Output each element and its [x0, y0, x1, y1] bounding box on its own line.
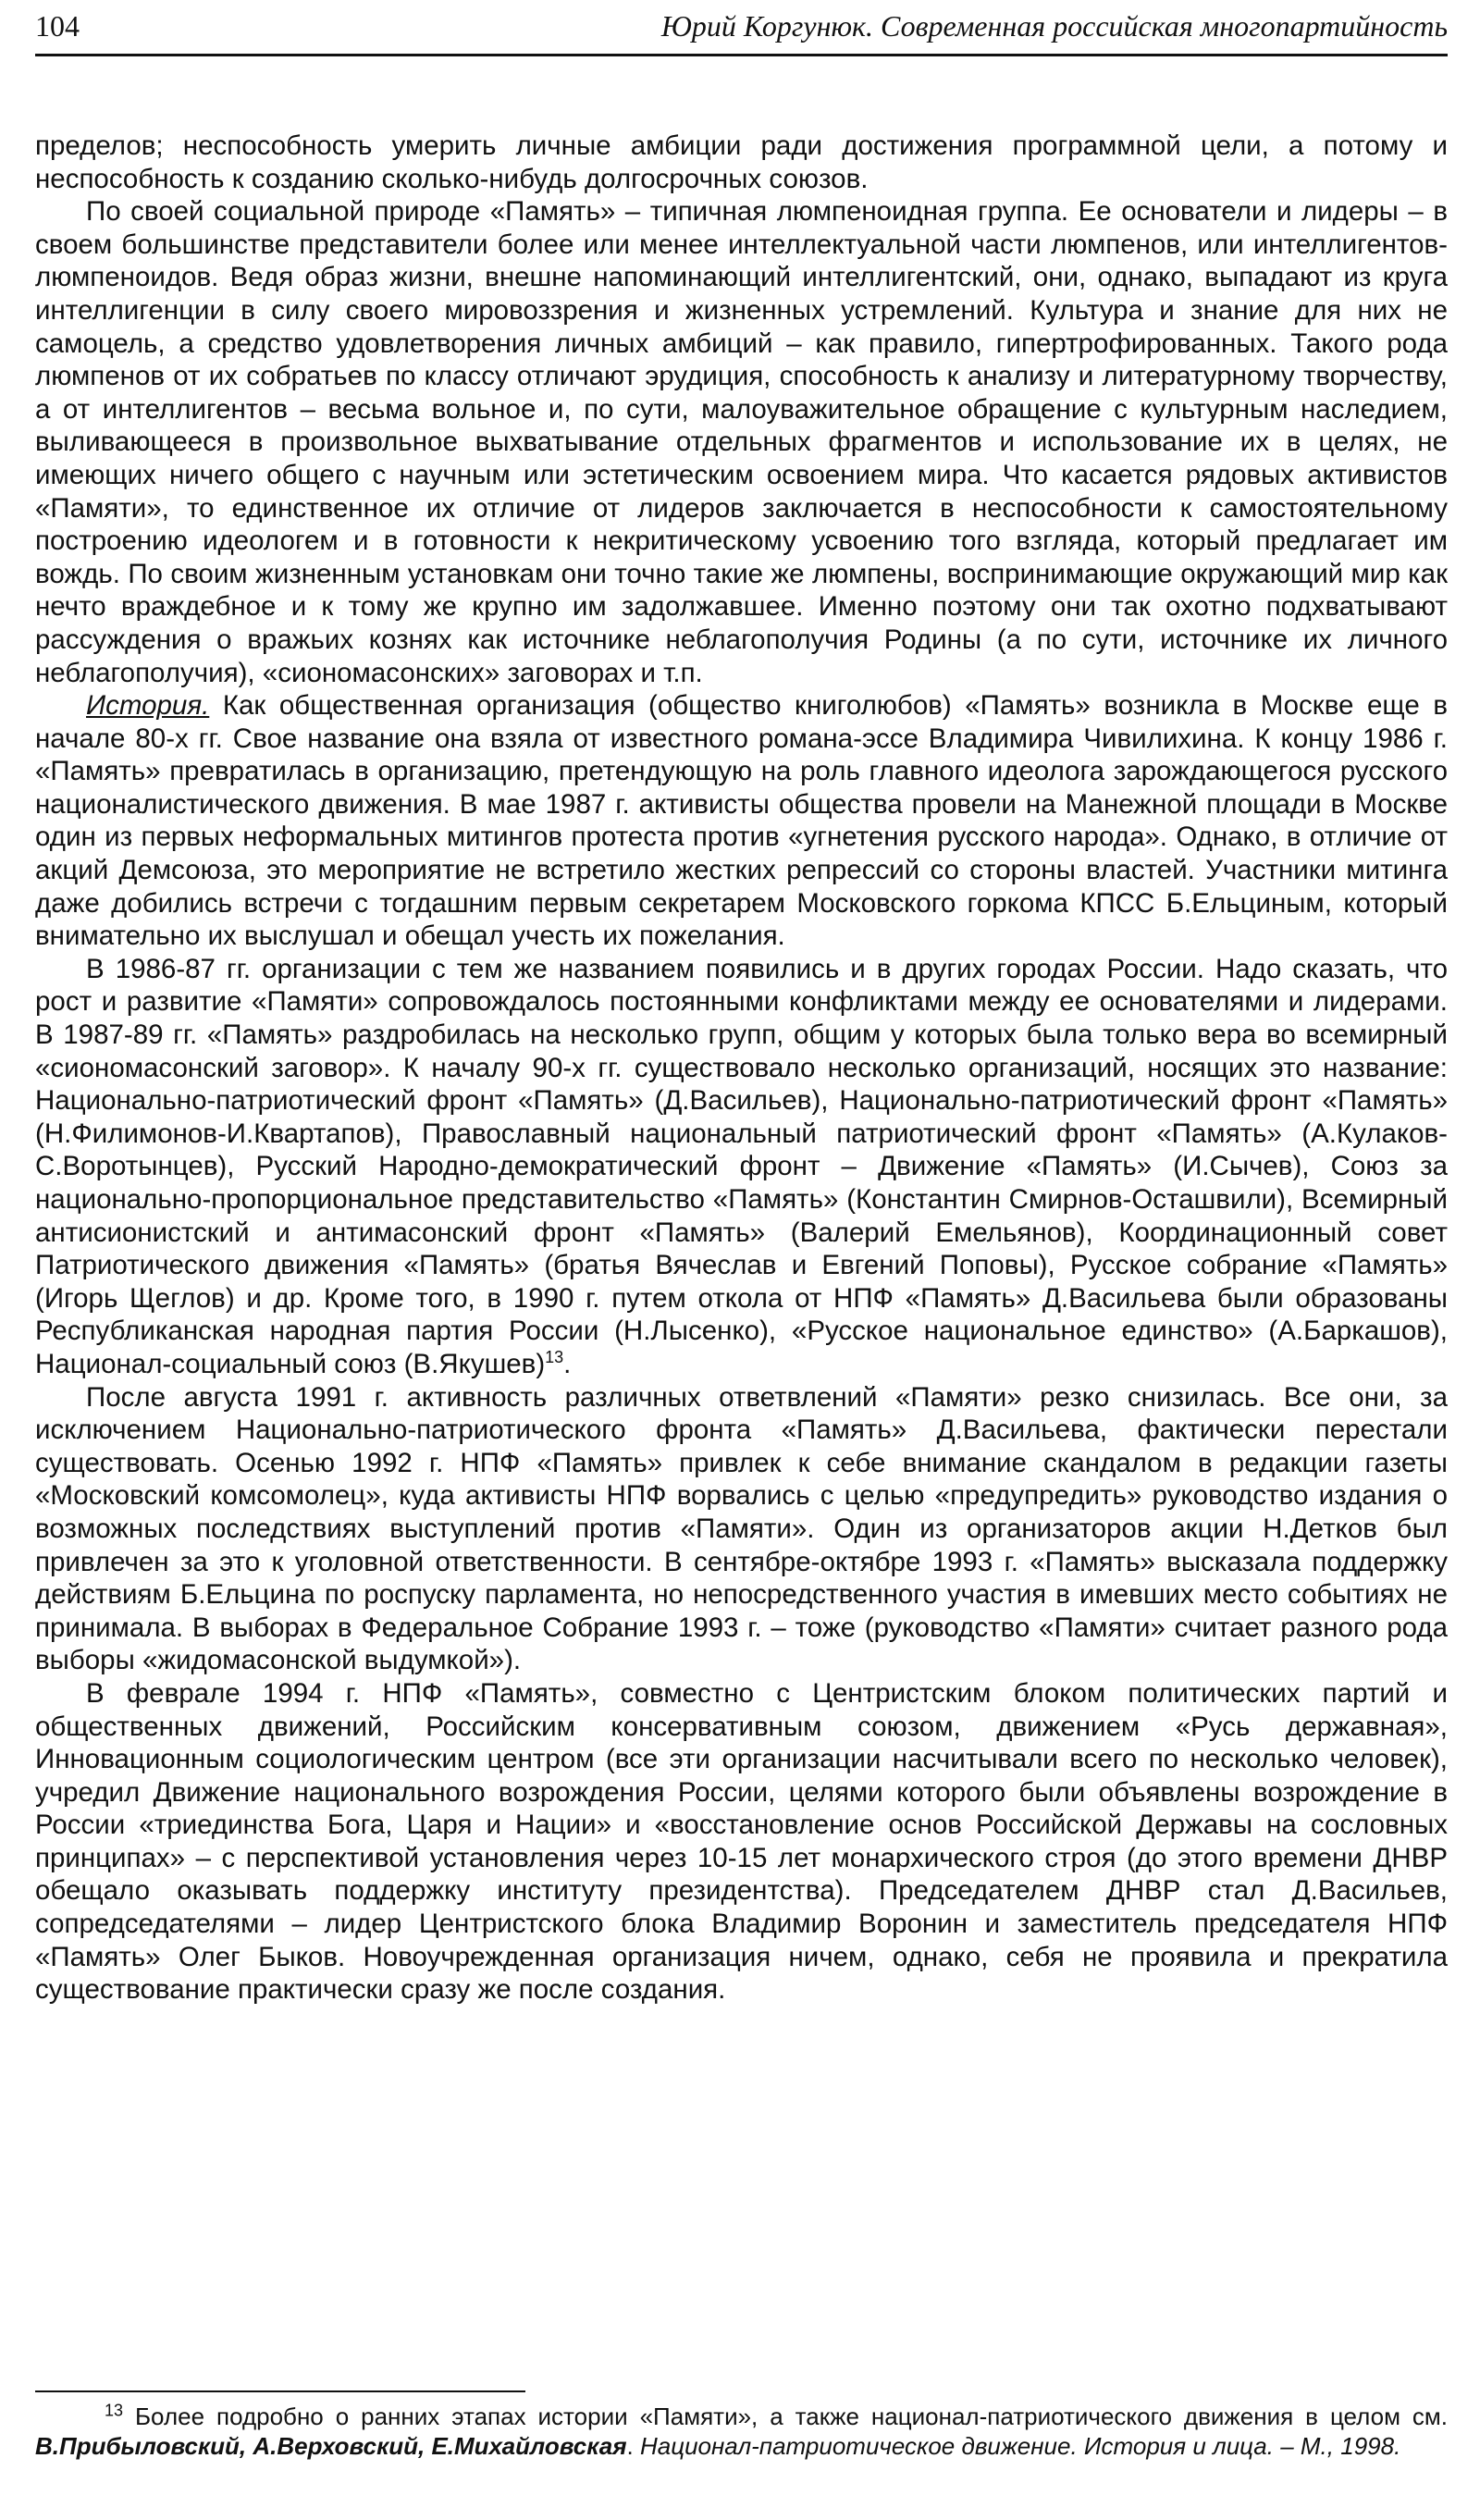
footnote — [35, 2402, 1448, 2461]
running-header — [35, 7, 1448, 56]
page-number: 104 — [35, 9, 80, 43]
running-title: Юрий Коргунюк. Современная российская многопартийность — [660, 9, 1448, 43]
footnote-text: Более подробно о ранних этапах истории «Памяти», а также национал-патриотического движения в целом см. — [123, 2403, 1448, 2430]
footnote-authors: В.Прибыловский, А.Верховский, Е.Михайловская — [35, 2432, 627, 2460]
paragraph-splits-text: В 1986-87 гг. организации с тем же названием появились и в других городах России. Надо сказать, что рост и развитие «Памяти» сопровождалось постоянными конфликтами между ее основателями и лидерами. В 1987-89 гг. «Память» раздробилась на несколько групп, общим у которых была только вера во всемирный «сиономасонский заговор». К началу 90-х гг. существовало несколько организаций, носящих это название: Национально-патриотический фронт «Память» (Д.Васильев), Национально-патриотический фронт «Память» (Н.Филимонов-И.Квартапов), Православный национальный патриотический фронт «Память» (А.Кулаков-С.Воротынцев), Русский Народно-демократический фронт – Движение «Память» (И.Сычев), Союз за национально-пропорциональное представительство «Память» (Константин Смирнов-Осташвили), Всемирный антисионистский и антимасонский фронт «Память» (Валерий Емельянов), Координационный совет Патриотического движения «Память» (братья Вячеслав и Евгений Поповы), Русское собрание «Память» (Игорь Щеглов) и др. Кроме того, в 1990 г. путем откола от НПФ «Память» Д.Васильева были образованы Республиканская народная партия России (Н.Лысенко), «Русское национальное единство» (А.Баркашов), Национал-социальный союз (В.Якушев) — [35, 953, 1448, 1379]
paragraph-continued: пределов; неспособность умерить личные амбиции ради достижения программной цели, а потому и неспособность к созданию сколько-нибудь долгосрочных союзов. — [35, 130, 1448, 194]
paragraph-after-1991: После августа 1991 г. активность различных ответвлений «Памяти» резко снизилась. Все они, за исключением Национально-патриотического фронта «Память» Д.Васильева, фактически перестали существовать. Осенью 1992 г. НПФ «Память» привлек к себе внимание скандалом в редакции газеты «Московский комсомолец», куда активисты НПФ ворвались с целью «предупредить» руководство издания о возможных последствиях выступлений против «Памяти». Один из организаторов акции Н.Детков был привлечен за это к уголовной ответственности. В сентябре-октябре 1993 г. «Память» высказала поддержку действиям Б.Ельцина по роспуску парламента, но непосредственного участия в имевших место событиях не принимала. В выборах в Федеральное Собрание 1993 г. – тоже (руководство «Памяти» считает разного рода выборы «жидомасонской выдумкой»). — [35, 1381, 1448, 1676]
paragraph-social-nature: По своей социальной природе «Память» – типичная люмпеноидная группа. Ее основатели и лидеры – в своем большинстве представители более или менее интеллектуальной части люмпенов, или интеллигентов-люмпеноидов. Ведя образ жизни, внешне напоминающий интеллигентский, они, однако, выпадают из круга интеллигенции в силу своего мировоззрения и жизненных устремлений. Культура и знание для них не самоцель, а средство удовлетворения личных амбиций – как правило, гипертрофированных. Такого рода люмпенов от их собратьев по классу отличают эрудиция, способность к анализу и литературному творчеству, а от интеллигентов – весьма вольное и, по сути, малоуважительное обращение с культурным наследием, выливающееся в произвольное выхватывание отдельных фрагментов и использование их в целях, не имеющих ничего общего с научным или эстетическим освоением мира. Что касается рядовых активистов «Памяти», то единственное их отличие от лидеров заключается в неспособности к самостоятельному построению идеологем и в готовности к некритическому усвоению того взгляда, который предлагает им вождь. По своим жизненным установкам они точно такие же люмпены, воспринимающие окружающий мир как нечто враждебное и к тому же крупно им задолжавшее. Именно поэтому они так охотно подхватывают рассуждения о вражьих кознях как источнике неблагополучия Родины (а по сути, источнике их личного неблагополучия), «сиономасонских» заговорах и т.п. — [35, 196, 1448, 688]
main-text — [35, 130, 1448, 2007]
paragraph-1994: В феврале 1994 г. НПФ «Память», совместно с Центристским блоком политических партий и общественных движений, Российским консервативным союзом, движением «Русь державная», Инновационным социологическим центром (все эти организации насчитывали всего по несколько человек), учредил Движение национального возрождения России, целями которого были объявлены возрождение в России «триединства Бога, Царя и Нации» и «восстановление основ Российской Державы на сословных принципах» – с перспективой установления через 10-15 лет монархического строя (до этого времени ДНВР обещало оказывать поддержку институту президентства). Председателем ДНВР стал Д.Васильев, сопредседателями – лидер Центристского блока Владимир Воронин и заместитель председателя НПФ «Память» Олег Быков. Новоучрежденная организация ничем, однако, себя не проявила и прекратила существование практически сразу же после создания. — [35, 1677, 1448, 2006]
paragraph-splits — [35, 953, 1448, 1381]
section-heading-history: История. — [86, 690, 210, 722]
footnote-divider — [35, 2390, 525, 2392]
paragraph-history-text: Как общественная организация (общество книголюбов) «Память» возникла в Москве еще в начале 80-х гг. Свое название она взяла от известного романа-эссе Владимира Чивилихина. К концу 1986 г. «Память» превратилась в организацию, претендующую на роль главного идеолога зарождающегося русского националистического движения. В мае 1987 г. активисты общества провели на Манежной площади в Москве один из первых неформальных митингов протеста против «угнетения русского народа». Однако, в отличие от акций Демсоюза, это мероприятие не встретило жестких репрессий со стороны властей. Участники митинга даже добились встречи с тогдашним первым секретарем Московского горкома КПСС Б.Ельциным, который внимательно их выслушал и обещал учесть их пожелания. — [35, 690, 1448, 952]
paragraph-history — [35, 689, 1448, 953]
footnote-title: Национал-патриотическое движение. История и лица. – М., 1998. — [639, 2432, 1401, 2460]
footnote-reference[interactable]: 13 — [545, 1348, 564, 1367]
footnote-number: 13 — [105, 2401, 124, 2420]
paragraph-splits-end: . — [563, 1348, 572, 1379]
footnote-entry — [35, 2402, 1448, 2461]
footnote-separator: . — [626, 2432, 640, 2460]
